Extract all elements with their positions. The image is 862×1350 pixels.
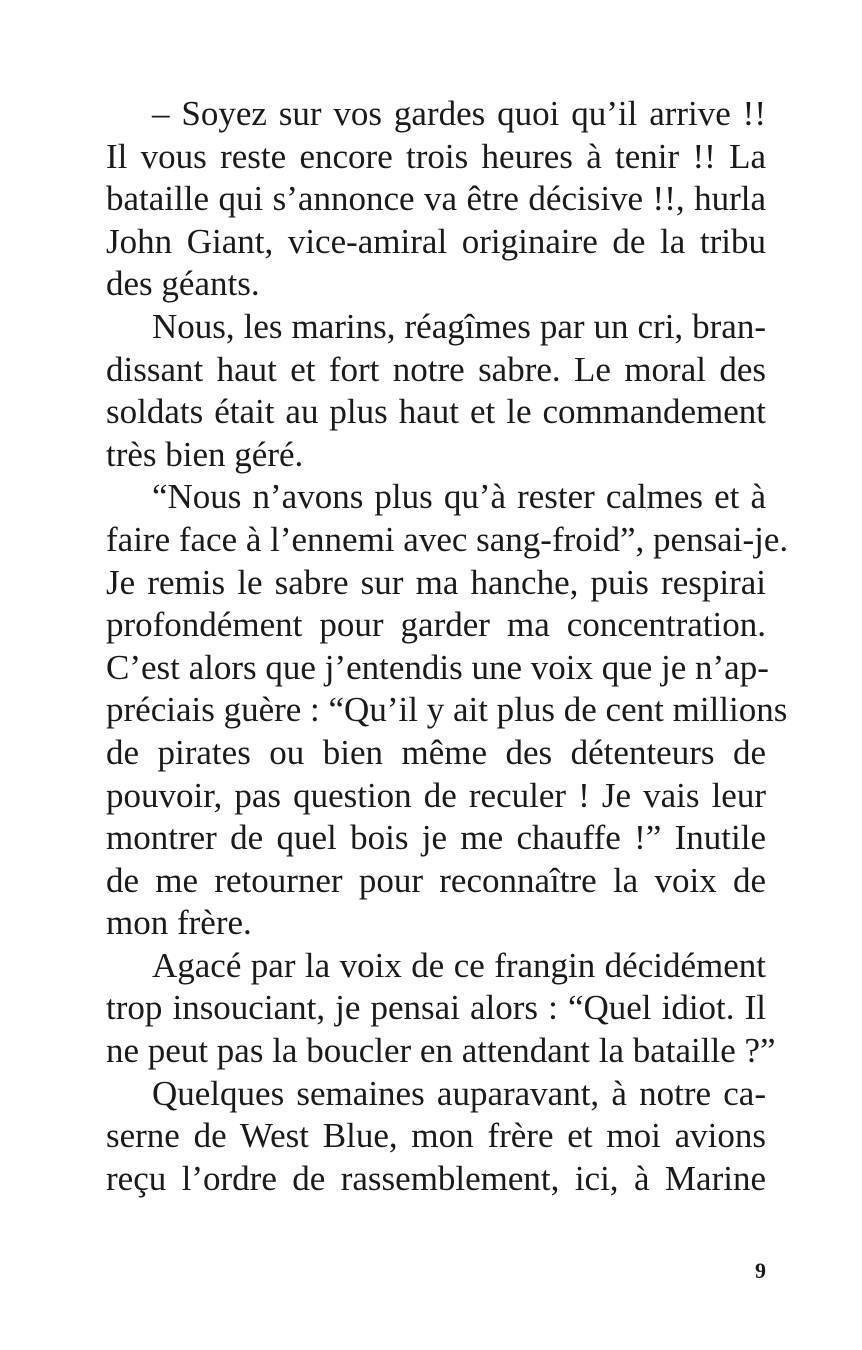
text-line: mon frère.: [106, 903, 252, 943]
text-line: dissant haut et fort notre sabre. Le moral des: [106, 349, 766, 389]
text-line: de pirates ou bien même des détenteurs de: [106, 732, 766, 772]
text-line: Je remis le sabre sur ma hanche, puis respirai: [106, 562, 766, 602]
text-line: soldats était au plus haut et le commandement: [106, 392, 766, 432]
text-line: montrer de quel bois je me chauffe !” Inutile: [106, 818, 766, 858]
text-line: de me retourner pour reconnaître la voix de: [106, 860, 766, 900]
text-line: reçu l’ordre de rassemblement, ici, à Marine: [106, 1158, 766, 1198]
text-line: “Nous n’avons plus qu’à rester calmes et à: [152, 477, 766, 517]
text-line: Quelques semaines auparavant, à notre ca-: [152, 1073, 766, 1113]
text-line: trop insouciant, je pensai alors : “Quel idiot. Il: [106, 988, 766, 1028]
text-line: Agacé par la voix de ce frangin décidément: [152, 945, 766, 985]
text-line: préciais guère : “Qu’il y ait plus de cent millions: [106, 690, 788, 730]
text-line: Nous, les marins, réagîmes par un cri, bran-: [152, 306, 766, 346]
text-line: faire face à l’ennemi avec sang-froid”, pensai-je.: [106, 519, 789, 559]
page-number: 9: [755, 1258, 766, 1283]
text-line: serne de West Blue, mon frère et moi avions: [106, 1116, 766, 1156]
text-line: des géants.: [106, 264, 260, 304]
text-line: – Soyez sur vos gardes quoi qu’il arrive !!: [152, 94, 766, 133]
body-text: [106, 93, 789, 1200]
text-line: C’est alors que j’entendis une voix que je n’ap-: [106, 647, 769, 687]
text-line: bataille qui s’annonce va être décisive !!, hurla: [106, 179, 766, 219]
text-line: Il vous reste encore trois heures à tenir !! La: [106, 136, 766, 176]
text-line: John Giant, vice-amiral originaire de la tribu: [106, 221, 766, 261]
text-line: profondément pour garder ma concentration.: [106, 605, 766, 645]
text-line: ne peut pas la boucler en attendant la bataille ?”: [106, 1031, 776, 1071]
text-line: pouvoir, pas question de reculer ! Je vais leur: [106, 775, 766, 815]
text-line: très bien géré.: [106, 434, 304, 474]
